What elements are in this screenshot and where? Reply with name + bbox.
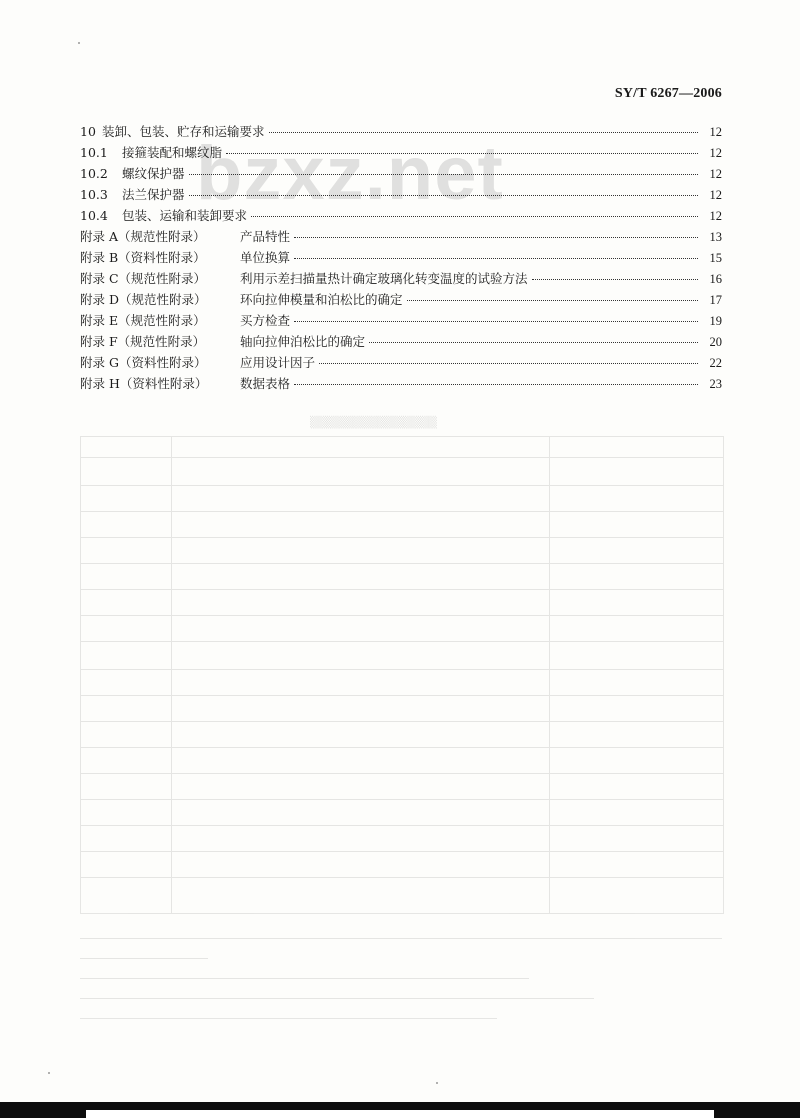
toc-page-number: 12 <box>709 125 722 139</box>
toc-entry-appendix-a[interactable] <box>80 226 722 247</box>
toc-appendix-label: 附录 G（资料性附录） <box>80 355 207 370</box>
toc-entry-chapter-10[interactable] <box>80 121 722 142</box>
toc-entry-section[interactable] <box>80 184 722 205</box>
toc-entry-appendix-d[interactable] <box>80 289 722 310</box>
toc-section-number: 10.1 <box>80 145 108 160</box>
scan-speck <box>78 42 80 44</box>
toc-section-title: 法兰保护器 <box>122 187 185 202</box>
toc-page-number: 12 <box>709 146 722 160</box>
toc-section-title: 螺纹保护器 <box>122 166 185 181</box>
watermark-text: bzxz.net <box>196 131 504 216</box>
scan-speck <box>48 1072 50 1074</box>
dot-leader <box>294 384 698 385</box>
toc-page-number: 15 <box>709 251 722 265</box>
toc-page-number: 16 <box>709 272 722 286</box>
scan-speck <box>436 1082 438 1084</box>
toc-appendix-label: 附录 D（规范性附录） <box>80 292 207 307</box>
toc-appendix-label: 附录 H（资料性附录） <box>80 376 208 391</box>
toc-chapter-number: 10 <box>80 124 96 139</box>
dot-leader <box>189 174 698 175</box>
toc-chapter-title: 装卸、包装、贮存和运输要求 <box>102 124 265 139</box>
toc-page-number: 12 <box>709 209 722 223</box>
toc-appendix-label: 附录 F（规范性附录） <box>80 334 206 349</box>
toc-entry-section[interactable] <box>80 205 722 226</box>
dot-leader <box>189 195 698 196</box>
toc-entry-appendix-f[interactable] <box>80 331 722 352</box>
dot-leader <box>369 342 698 343</box>
toc-appendix-label: 附录 B（资料性附录） <box>80 250 206 265</box>
toc-entry-appendix-c[interactable] <box>80 268 722 289</box>
toc-appendix-title: 数据表格 <box>240 376 291 391</box>
toc-page-number: 13 <box>709 230 722 244</box>
scan-edge-gap <box>86 1110 714 1118</box>
toc-section-number: 10.3 <box>80 187 108 202</box>
toc-appendix-label: 附录 A（规范性附录） <box>80 229 206 244</box>
toc-page-number: 20 <box>709 335 722 349</box>
toc-page-number: 12 <box>709 167 722 181</box>
toc-page-number: 17 <box>709 293 722 307</box>
toc-entry-appendix-h[interactable] <box>80 373 722 394</box>
dot-leader <box>269 132 698 133</box>
toc-appendix-title: 买方检查 <box>240 313 291 328</box>
dot-leader <box>532 279 698 280</box>
toc-appendix-title: 利用示差扫描量热计确定玻璃化转变温度的试验方法 <box>240 271 528 286</box>
toc-entry-section[interactable] <box>80 163 722 184</box>
dot-leader <box>251 216 698 217</box>
toc-section-number: 10.2 <box>80 166 108 181</box>
toc-entry-appendix-e[interactable] <box>80 310 722 331</box>
dot-leader <box>294 321 698 322</box>
toc-entry-appendix-b[interactable] <box>80 247 722 268</box>
dot-leader <box>294 258 698 259</box>
toc-entry-appendix-g[interactable] <box>80 352 722 373</box>
toc-appendix-title: 产品特性 <box>240 229 291 244</box>
toc-page-number: 23 <box>709 377 722 391</box>
toc-page-number: 12 <box>709 188 722 202</box>
toc-appendix-label: 附录 C（规范性附录） <box>80 271 207 286</box>
toc-appendix-title: 应用设计因子 <box>240 355 316 370</box>
show-through-table <box>80 436 724 914</box>
dot-leader <box>294 237 698 238</box>
toc-appendix-title: 环向拉伸模量和泊松比的确定 <box>240 292 403 307</box>
toc-appendix-title: 轴向拉伸泊松比的确定 <box>240 334 366 349</box>
dot-leader <box>319 363 698 364</box>
toc-entry-section[interactable] <box>80 142 722 163</box>
toc-section-number: 10.4 <box>80 208 108 223</box>
standard-number: SY/T 6267—2006 <box>614 86 722 101</box>
toc-appendix-label: 附录 E（规范性附录） <box>80 313 206 328</box>
table-of-contents <box>80 121 722 394</box>
toc-appendix-title: 单位换算 <box>240 250 291 265</box>
scan-edge-bar <box>0 1102 800 1118</box>
toc-page-number: 22 <box>709 356 722 370</box>
toc-page-number: 19 <box>709 314 722 328</box>
dot-leader <box>407 300 698 301</box>
show-through-caption: ▒▒▒▒▒▒▒▒▒▒▒▒▒▒▒ <box>310 416 437 429</box>
toc-section-title: 包装、运输和装卸要求 <box>122 208 248 223</box>
toc-section-title: 接箍装配和螺纹脂 <box>122 145 223 160</box>
dot-leader <box>226 153 698 154</box>
show-through-text <box>80 938 722 1038</box>
